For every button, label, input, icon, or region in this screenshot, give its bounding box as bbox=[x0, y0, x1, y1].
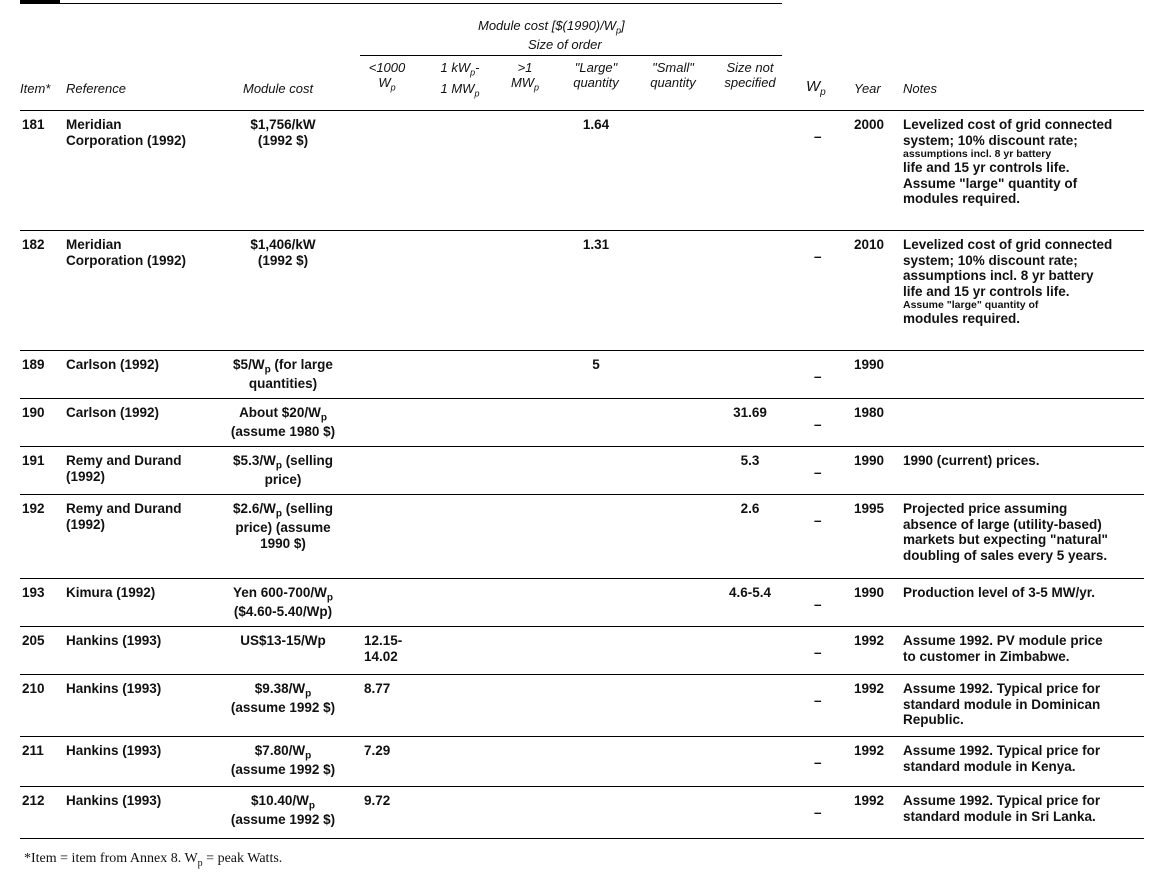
reference-text: Carlson (1992) bbox=[66, 357, 160, 372]
footnote-text: *Item = item from Annex 8. W bbox=[24, 851, 198, 866]
item-number bbox=[22, 743, 44, 759]
notes-line: markets but expecting "natural" bbox=[903, 532, 1108, 547]
lt1000-value bbox=[364, 743, 390, 759]
ns-line1: Size not bbox=[726, 60, 774, 75]
row-rule bbox=[20, 838, 1144, 839]
wp-dash bbox=[814, 597, 822, 613]
row-rule bbox=[20, 578, 1144, 579]
reference-text: Meridian Corporation (1992) bbox=[66, 237, 187, 268]
item-number bbox=[22, 117, 45, 133]
reference-text: Meridian Corporation (1992) bbox=[66, 117, 187, 148]
reference-cell bbox=[66, 501, 182, 533]
notes-cell bbox=[903, 501, 1108, 563]
year-text: 1990 bbox=[854, 453, 885, 468]
gt1-line2: MW bbox=[510, 75, 535, 90]
dash-text: – bbox=[814, 755, 822, 770]
dash-text: – bbox=[814, 693, 822, 708]
item-number bbox=[22, 501, 45, 517]
item-number bbox=[22, 357, 45, 373]
dash-text: – bbox=[814, 369, 822, 384]
module-cost-cell bbox=[214, 117, 352, 149]
dash-text: – bbox=[814, 417, 822, 432]
gt1-sub: p bbox=[534, 82, 540, 93]
notes-line: Assume 1992. Typical price for bbox=[903, 681, 1101, 696]
module-cost-qualifier: (selling bbox=[281, 501, 333, 516]
notes-line-small: assumptions incl. 8 yr battery bbox=[903, 148, 1052, 160]
item-number bbox=[22, 681, 45, 697]
wp-dash bbox=[814, 805, 822, 821]
item-number bbox=[22, 237, 45, 253]
item-text: 212 bbox=[22, 793, 45, 808]
reference-cell bbox=[66, 793, 161, 809]
reference-text: Remy and Durand (1992) bbox=[66, 501, 182, 532]
module-cost-line2: price) (assume 1990 $) bbox=[235, 519, 331, 551]
module-cost-text: $1,756/kW (1992 $) bbox=[250, 117, 316, 148]
notes-line: Production level of 3-5 MW/yr. bbox=[903, 585, 1096, 600]
reference-text: Kimura (1992) bbox=[66, 585, 156, 600]
dash-text: – bbox=[814, 645, 822, 660]
module-cost-value: Yen 600-700/W bbox=[233, 585, 327, 600]
gt1-line1: >1 bbox=[517, 60, 533, 75]
module-cost-line2: quantities) bbox=[248, 375, 318, 391]
header-group-title bbox=[478, 18, 625, 39]
year-cell bbox=[854, 405, 884, 421]
reference-text: Hankins (1993) bbox=[66, 743, 162, 758]
reference-cell bbox=[66, 585, 155, 601]
header-group-subtitle: Size of order bbox=[528, 37, 602, 52]
row-rule bbox=[20, 350, 1144, 351]
lt1000-sub: p bbox=[390, 82, 396, 93]
module-cost-line2: price) bbox=[264, 471, 302, 487]
module-cost-line2: (assume 1992 $) bbox=[230, 811, 336, 827]
large-quantity-value bbox=[564, 357, 628, 373]
notes-line: Projected price assuming bbox=[903, 501, 1068, 516]
notes-cell bbox=[903, 793, 1100, 824]
not-specified-value bbox=[714, 585, 786, 601]
wp-dash bbox=[814, 465, 822, 481]
module-cost-cell bbox=[214, 357, 352, 392]
notes-cell bbox=[903, 453, 1040, 469]
mw-line2: 1 MW bbox=[440, 80, 475, 96]
header-small bbox=[640, 60, 706, 90]
header-item: Item* bbox=[20, 81, 51, 96]
header-wp bbox=[806, 79, 826, 100]
reference-cell bbox=[66, 453, 182, 485]
group-header-rule bbox=[360, 55, 782, 56]
year-cell bbox=[854, 237, 884, 253]
module-cost-qualifier: (for large bbox=[270, 357, 333, 372]
header-module-cost: Module cost bbox=[243, 81, 314, 96]
notes-line-small: Assume "large" quantity of bbox=[903, 299, 1039, 311]
module-cost-value: $5/W bbox=[233, 357, 265, 372]
notes-line: Republic. bbox=[903, 712, 964, 727]
year-text: 2010 bbox=[854, 237, 885, 252]
large-line1: "Large" bbox=[574, 60, 618, 75]
item-text: 205 bbox=[22, 633, 45, 648]
module-cost-sub: p bbox=[305, 688, 312, 700]
module-cost-cell bbox=[214, 681, 352, 716]
dash-text: – bbox=[814, 249, 822, 264]
lt1000-text: 8.77 bbox=[364, 681, 391, 696]
notes-line: standard module in Dominican bbox=[903, 696, 1101, 712]
module-cost-sub: p bbox=[308, 800, 315, 812]
row-rule bbox=[20, 230, 1144, 231]
year-cell bbox=[854, 453, 884, 469]
footnote-sub: p bbox=[197, 857, 203, 869]
lt1000-line1: <1000 bbox=[368, 60, 406, 75]
lt1000-value bbox=[364, 681, 390, 697]
wp-dash bbox=[814, 129, 822, 145]
item-text: 210 bbox=[22, 681, 45, 696]
notes-line: modules required. bbox=[903, 191, 1021, 206]
year-cell bbox=[854, 117, 884, 133]
reference-cell bbox=[66, 743, 161, 759]
module-cost-sub: p bbox=[320, 412, 327, 424]
notes-line: modules required. bbox=[903, 311, 1021, 326]
module-cost-cell bbox=[214, 453, 352, 488]
module-cost-sub: p bbox=[326, 592, 333, 604]
notes-line: system; 10% discount rate; bbox=[903, 132, 1078, 148]
item-text: 190 bbox=[22, 405, 45, 420]
wp-dash bbox=[814, 513, 822, 529]
wp-sub: p bbox=[820, 87, 826, 98]
header-notes: Notes bbox=[903, 81, 937, 96]
year-cell bbox=[854, 681, 884, 697]
row-rule bbox=[20, 674, 1144, 675]
notes-cell bbox=[903, 117, 1112, 207]
reference-text: Hankins (1993) bbox=[66, 793, 162, 808]
reference-cell bbox=[66, 357, 159, 373]
notes-cell bbox=[903, 585, 1095, 601]
module-cost-value: $5.3/W bbox=[233, 453, 276, 468]
ns-text: 31.69 bbox=[733, 405, 767, 420]
dash-text: – bbox=[814, 129, 822, 144]
row-rule bbox=[20, 736, 1144, 737]
kw-end: - bbox=[475, 60, 480, 75]
kw-line1: 1 kW bbox=[440, 60, 471, 75]
module-cost-sub: p bbox=[275, 508, 282, 520]
lt1000-text: 12.15- 14.02 bbox=[364, 633, 403, 664]
year-text: 1980 bbox=[854, 405, 885, 420]
lt1000-text: 7.29 bbox=[364, 743, 391, 758]
module-cost-cell bbox=[214, 633, 352, 649]
row-rule bbox=[20, 786, 1144, 787]
module-cost-value: $2.6/W bbox=[233, 501, 276, 516]
year-cell bbox=[854, 501, 884, 517]
notes-line: Assume 1992. Typical price for bbox=[903, 743, 1101, 758]
year-text: 1990 bbox=[854, 585, 885, 600]
notes-cell bbox=[903, 237, 1112, 327]
module-cost-text: US$13-15/Wp bbox=[240, 633, 326, 648]
header-year: Year bbox=[854, 81, 881, 96]
ns-text: 2.6 bbox=[740, 501, 760, 516]
wp-dash bbox=[814, 369, 822, 385]
lt1000-text: 9.72 bbox=[364, 793, 391, 808]
module-cost-line2: (assume 1980 $) bbox=[230, 423, 336, 439]
dash-text: – bbox=[814, 597, 822, 612]
notes-line: 1990 (current) prices. bbox=[903, 453, 1040, 468]
ns-text: 4.6-5.4 bbox=[728, 585, 772, 600]
module-cost-line2: (assume 1992 $) bbox=[230, 699, 336, 715]
item-number bbox=[22, 405, 45, 421]
item-text: 191 bbox=[22, 453, 45, 468]
wp-dash bbox=[814, 645, 822, 661]
notes-cell bbox=[903, 743, 1100, 774]
notes-line: doubling of sales every 5 years. bbox=[903, 547, 1108, 563]
notes-line: Assume 1992. Typical price for bbox=[903, 793, 1101, 808]
footnote-end: = peak Watts. bbox=[202, 851, 283, 866]
notes-line: Levelized cost of grid connected bbox=[903, 117, 1113, 132]
header-kw-mw bbox=[430, 60, 490, 101]
large-quantity-value bbox=[564, 117, 628, 133]
year-cell bbox=[854, 357, 884, 373]
dash-text: – bbox=[814, 513, 822, 528]
ns-line2: specified bbox=[724, 75, 776, 90]
not-specified-value bbox=[714, 453, 786, 469]
footnote bbox=[24, 851, 282, 869]
module-cost-qualifier: (selling bbox=[281, 453, 333, 468]
reference-cell bbox=[66, 237, 186, 269]
row-rule bbox=[20, 626, 1144, 627]
module-cost-cell bbox=[214, 237, 352, 269]
module-cost-cell bbox=[214, 793, 352, 828]
not-specified-value bbox=[714, 405, 786, 421]
row-rule bbox=[20, 446, 1144, 447]
notes-line: assumptions incl. 8 yr battery bbox=[903, 268, 1094, 283]
wp-dash bbox=[814, 417, 822, 433]
item-text: 181 bbox=[22, 117, 45, 132]
notes-line: absence of large (utility-based) bbox=[903, 516, 1102, 532]
module-cost-sub: p bbox=[305, 750, 312, 762]
header-gt1 bbox=[502, 60, 548, 96]
item-number bbox=[22, 793, 45, 809]
not-specified-value bbox=[714, 501, 786, 517]
small-line2: quantity bbox=[650, 75, 696, 90]
module-cost-value: $10.40/W bbox=[251, 793, 309, 808]
item-number bbox=[22, 585, 45, 601]
module-cost-value: $9.38/W bbox=[254, 681, 306, 696]
year-cell bbox=[854, 585, 884, 601]
top-rule bbox=[20, 3, 782, 4]
module-cost-cell bbox=[214, 585, 352, 620]
reference-cell bbox=[66, 405, 159, 421]
notes-line: standard module in Kenya. bbox=[903, 758, 1076, 774]
large-text: 1.64 bbox=[582, 117, 610, 132]
item-text: 189 bbox=[22, 357, 45, 372]
item-text: 182 bbox=[22, 237, 45, 252]
module-cost-sub: p bbox=[275, 460, 282, 472]
module-cost-value: $7.80/W bbox=[254, 743, 306, 758]
small-line1: "Small" bbox=[652, 60, 694, 75]
header-reference: Reference bbox=[66, 81, 126, 96]
year-text: 1995 bbox=[854, 501, 885, 516]
row-rule bbox=[20, 494, 1144, 495]
year-text: 1992 bbox=[854, 681, 885, 696]
notes-cell bbox=[903, 681, 1100, 728]
notes-cell bbox=[903, 633, 1103, 664]
notes-line: Assume "large" quantity of bbox=[903, 175, 1078, 191]
lt1000-line2: W bbox=[378, 75, 391, 90]
mw-sub: p bbox=[474, 88, 480, 99]
group-title-sub: p bbox=[616, 25, 622, 36]
header-not-specified bbox=[714, 60, 786, 90]
notes-line: life and 15 yr controls life. bbox=[903, 160, 1070, 175]
large-quantity-value bbox=[564, 237, 628, 253]
reference-cell bbox=[66, 681, 161, 697]
notes-line: system; 10% discount rate; bbox=[903, 252, 1078, 268]
header-bottom-rule bbox=[20, 110, 1144, 111]
group-title-text: Module cost [$(1990)/W bbox=[478, 18, 617, 33]
notes-line: standard module in Sri Lanka. bbox=[903, 808, 1096, 824]
large-text: 5 bbox=[592, 357, 600, 372]
module-cost-line2: ($4.60-5.40/Wp) bbox=[233, 603, 333, 619]
item-number bbox=[22, 633, 45, 649]
year-text: 1992 bbox=[854, 633, 885, 648]
dash-text: – bbox=[814, 805, 822, 820]
large-line2: quantity bbox=[573, 75, 619, 90]
year-cell bbox=[854, 743, 884, 759]
notes-line: to customer in Zimbabwe. bbox=[903, 648, 1070, 664]
dash-text: – bbox=[814, 465, 822, 480]
lt1000-value bbox=[364, 633, 402, 665]
ns-text: 5.3 bbox=[740, 453, 760, 468]
year-text: 1990 bbox=[854, 357, 885, 372]
reference-cell bbox=[66, 117, 186, 149]
year-text: 2000 bbox=[854, 117, 885, 132]
group-title-end: ] bbox=[621, 18, 625, 33]
header-lt1000 bbox=[363, 60, 411, 96]
wp-dash bbox=[814, 693, 822, 709]
wp-text: W bbox=[806, 78, 821, 95]
item-text: 211 bbox=[22, 743, 44, 758]
module-cost-sub: p bbox=[264, 364, 271, 376]
notes-line: Assume 1992. PV module price bbox=[903, 633, 1103, 648]
notes-line: Levelized cost of grid connected bbox=[903, 237, 1113, 252]
wp-dash bbox=[814, 755, 822, 771]
module-cost-text: $1,406/kW (1992 $) bbox=[250, 237, 316, 268]
item-text: 193 bbox=[22, 585, 45, 600]
header-large bbox=[564, 60, 628, 90]
reference-text: Hankins (1993) bbox=[66, 633, 162, 648]
module-cost-cell bbox=[214, 743, 352, 778]
module-cost-value: About $20/W bbox=[239, 405, 321, 420]
lt1000-value bbox=[364, 793, 390, 809]
item-text: 192 bbox=[22, 501, 45, 516]
reference-text: Remy and Durand (1992) bbox=[66, 453, 182, 484]
module-cost-cell bbox=[214, 501, 352, 552]
reference-text: Hankins (1993) bbox=[66, 681, 162, 696]
module-cost-line2: (assume 1992 $) bbox=[230, 761, 336, 777]
wp-dash bbox=[814, 249, 822, 265]
reference-text: Carlson (1992) bbox=[66, 405, 160, 420]
year-text: 1992 bbox=[854, 793, 885, 808]
notes-line: life and 15 yr controls life. bbox=[903, 283, 1070, 299]
year-text: 1992 bbox=[854, 743, 885, 758]
kw-sub: p bbox=[470, 67, 476, 78]
module-cost-cell bbox=[214, 405, 352, 440]
row-rule bbox=[20, 398, 1144, 399]
year-cell bbox=[854, 633, 884, 649]
large-text: 1.31 bbox=[582, 237, 610, 252]
year-cell bbox=[854, 793, 884, 809]
item-number bbox=[22, 453, 45, 469]
reference-cell bbox=[66, 633, 161, 649]
